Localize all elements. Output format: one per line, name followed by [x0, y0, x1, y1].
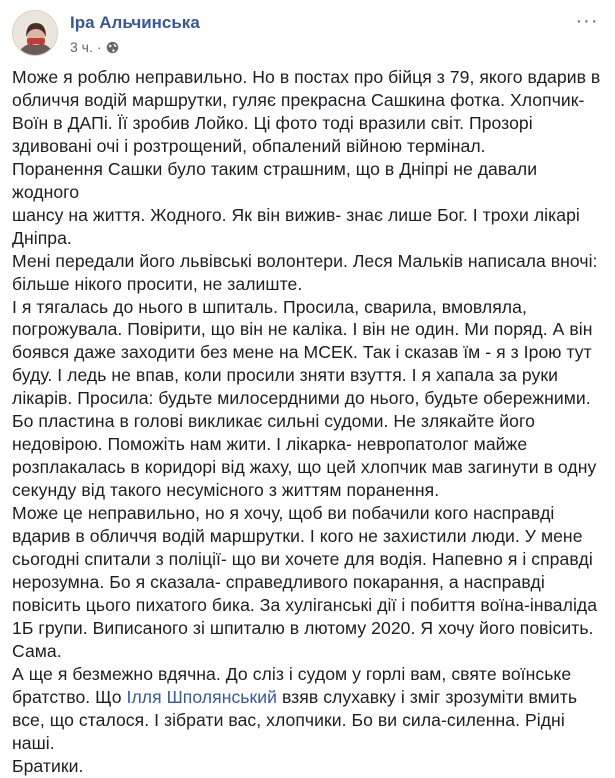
- post-line: все, що сталося. І зібрати вас, хлопчики. Бо ви сила-силенна. Рідні наші.: [12, 709, 565, 753]
- post-line: недовірою. Поможіть нам жити. І лікарка- невропатолог майже: [12, 434, 528, 455]
- post-line: 1Б групи. Виписаного зі шпиталю в лютому 2020. Я хочу його повісить.: [12, 617, 594, 638]
- post-line: Бо пластина в голові викликає сильні судоми. Не злякайте його: [12, 411, 535, 432]
- post-time[interactable]: 3 ч.: [70, 39, 93, 55]
- post-line: повісить цього пихатого бика. За хуліганські дії і побиття воїна-інваліда: [12, 594, 598, 615]
- post-line-with-mention: [12, 686, 608, 709]
- mention-before-text: братство. Що: [12, 686, 127, 707]
- post-meta: [70, 39, 119, 55]
- post-line: погрожувала. Повірити, що він не каліка. І він не один. Ми поряд. А він: [12, 319, 593, 340]
- more-options-icon[interactable]: ···: [575, 10, 599, 32]
- post-line: більше нікого просити, не залиште.: [12, 273, 303, 294]
- post-line: Воїн в ДАПі. Її зробив Лойко. Ці фото тоді вразили світ. Прозорі: [12, 112, 533, 133]
- post-line: сьогодні спитали з поліції- що ви хочете для водія. Напевно я і справді: [12, 549, 593, 570]
- post-line: Може я роблю неправильно. Но в постах про бійця з 79, якого вдарив в: [12, 67, 601, 87]
- post-line: секунду від такого несумісного з життям поранення.: [12, 480, 440, 501]
- post-line: А ще я безмежно вдячна. До сліз і судом у горлі вам, святе воїнське: [12, 663, 572, 684]
- post-line: здивовані очі і розтрощений, обпалений війною термінал.: [12, 135, 486, 156]
- post-line: лікарів. Просила: будьте милосердними до нього, будьте обережними.: [12, 388, 591, 409]
- post-line: І я тягалась до нього в шпиталь. Просила, сварила, вмовляла,: [12, 296, 527, 317]
- post-line: Дніпра.: [12, 227, 72, 248]
- post-header: [12, 10, 603, 62]
- post-line: боявся даже заходити без мене на МСЕК. Так і сказав їм - я з Ірою тут: [12, 342, 592, 363]
- post-body: [12, 66, 608, 778]
- post-line: буду. І ледь не впав, коли просили зняти взуття. І я хапала за руки: [12, 365, 559, 386]
- post-line: Поранення Сашки було таким страшним, що в Дніпрі не давали жодного: [12, 158, 538, 202]
- mention-after-text: взяв слухавку і зміг зрозуміти вмить: [277, 686, 578, 707]
- post-line: розплакалась в коридорі від жаху, що цей хлопчик мав загинути в одну: [12, 457, 597, 478]
- post-line: вдарив в обличчя водій маршрутки. І кого не захистили люди. У мене: [12, 526, 583, 547]
- avatar[interactable]: [12, 10, 58, 56]
- post-line: обличчя водій маршрутки, гуляє прекрасна Сашкина фотка. Хлопчик-: [12, 89, 585, 110]
- post-line: Мені передали його львівські волонтери. Леся Мальків написала вночі:: [12, 250, 598, 271]
- meta-separator: ·: [96, 39, 102, 55]
- post-line: шансу на життя. Жодного. Як він вижив- знає лише Бог. І трохи лікарі: [12, 204, 580, 225]
- avatar-photo: [13, 11, 58, 56]
- post-line: нерозумна. Бо я сказала- справедливого покарання, а насправді: [12, 571, 545, 592]
- post-line: Може це неправильно, но я хочу, щоб ви побачили кого насправді: [12, 503, 555, 524]
- globe-icon: [106, 41, 119, 54]
- mention-link[interactable]: Ілля Шполянський: [126, 686, 278, 707]
- post-line: Сама.: [12, 640, 62, 661]
- author-name[interactable]: Іра Альчинська: [70, 13, 200, 32]
- post-line: Братики.: [12, 755, 84, 776]
